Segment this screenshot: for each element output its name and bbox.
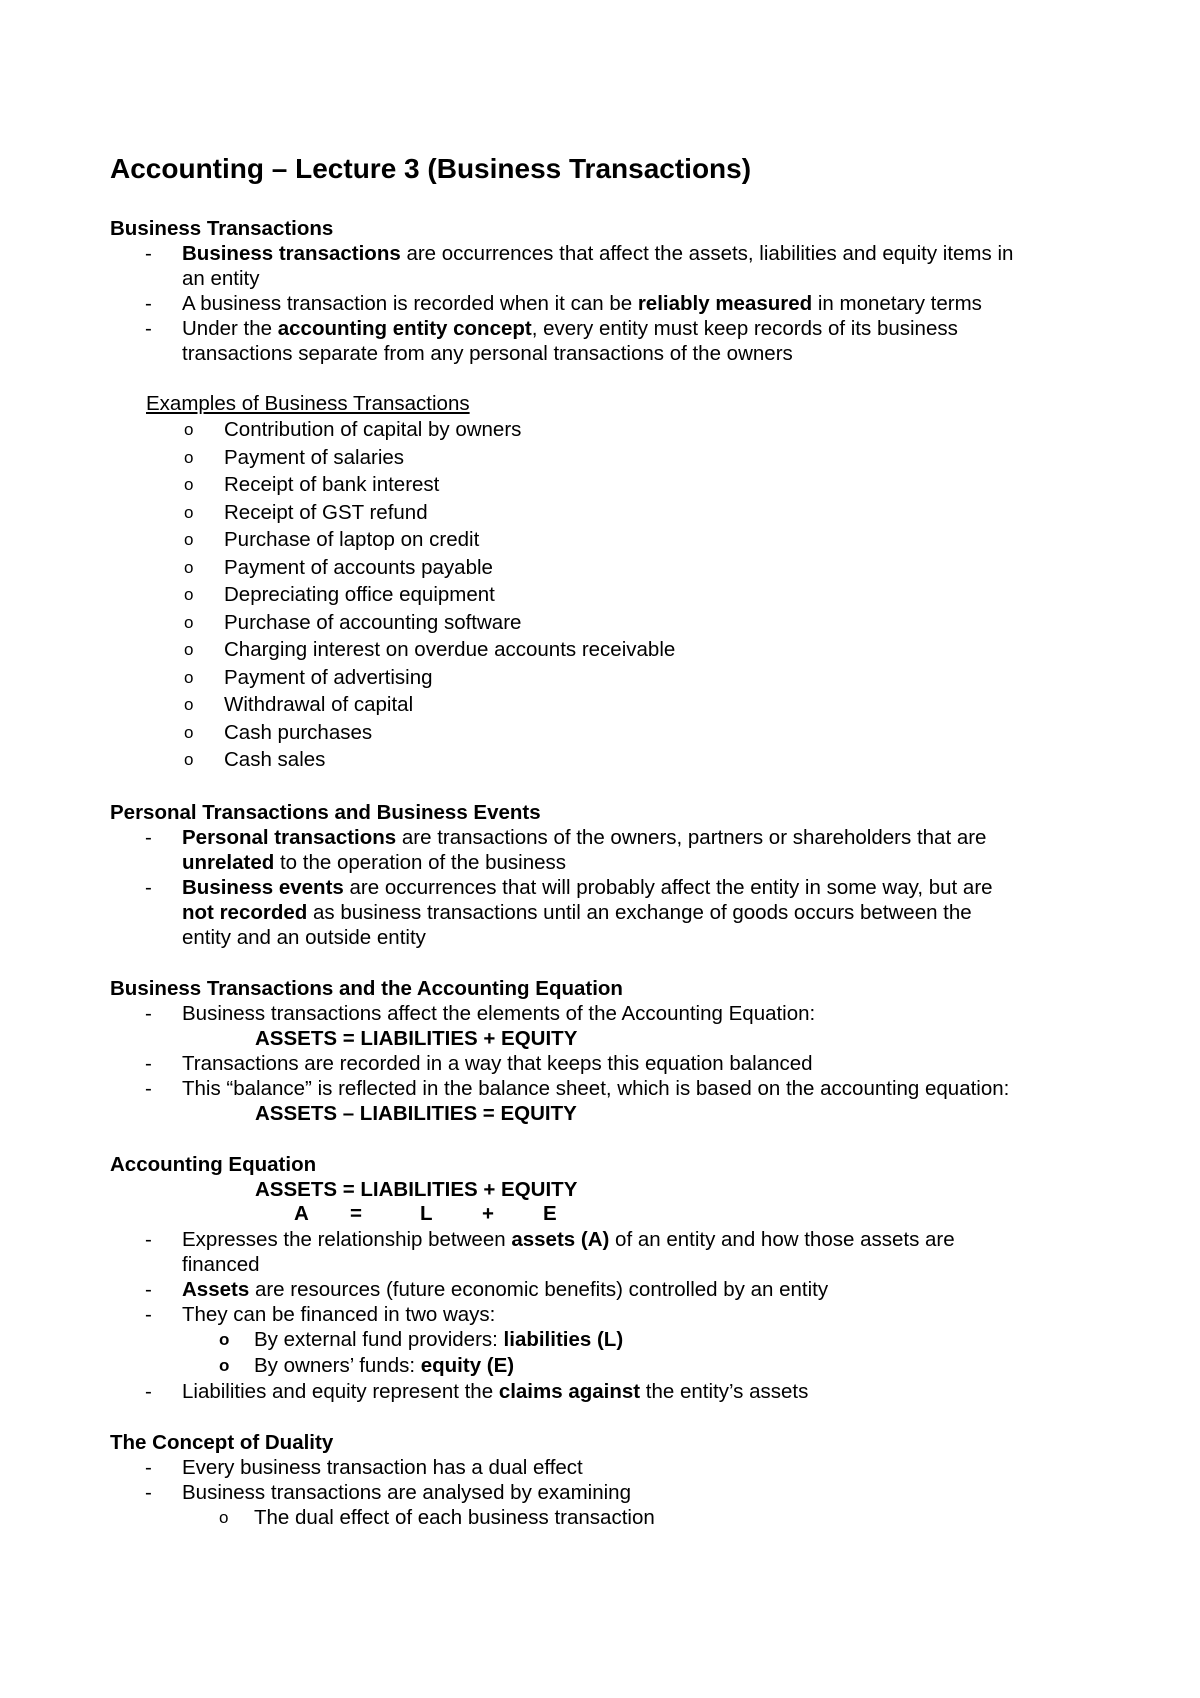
- letter-plus: +: [482, 1201, 494, 1225]
- example-text: Purchase of accounting software: [224, 610, 522, 634]
- example-text: Contribution of capital by owners: [224, 418, 522, 441]
- bullet-item: - Liabilities and equity represent the claims against the entity’s assets: [145, 1379, 809, 1403]
- document-body: [110, 150, 1110, 1531]
- circle-marker: o: [184, 585, 194, 604]
- example-text: Payment of salaries: [224, 445, 405, 469]
- example-item: [110, 636, 1110, 664]
- circle-marker: o: [184, 475, 194, 494]
- bullet-item: - They can be financed in two ways:: [145, 1302, 496, 1326]
- dash-marker: -: [145, 317, 152, 340]
- circle-marker: o: [219, 1329, 230, 1349]
- page-title: Accounting – Lecture 3 (Business Transactions): [110, 153, 752, 184]
- example-text: Cash sales: [224, 748, 326, 771]
- bullet-item: - Assets are resources (future economic benefits) controlled by an entity: [145, 1277, 829, 1301]
- section-heading-accounting-equation: Accounting Equation: [110, 1152, 317, 1176]
- bullet-item: - Business transactions are occurrences that affect the assets, liabilities and equity items in an entity: [145, 242, 1014, 290]
- example-item: [110, 691, 1110, 719]
- bullet-item: - Personal transactions are transactions of the owners, partners or shareholders that are unrelated to the operation of the business: [145, 825, 987, 874]
- example-item: [110, 526, 1110, 554]
- examples-heading: Examples of Business Transactions: [146, 392, 470, 415]
- example-text: Payment of accounts payable: [224, 555, 493, 579]
- dash-marker: -: [145, 1277, 152, 1301]
- dash-marker: -: [145, 1227, 152, 1251]
- circle-marker: o: [184, 750, 194, 769]
- bullet-item: - Transactions are recorded in a way that keeps this equation balanced: [145, 1051, 813, 1075]
- example-item: [110, 416, 1110, 444]
- dash-marker: -: [145, 292, 152, 315]
- dash-marker: -: [145, 1302, 152, 1326]
- example-text: Receipt of GST refund: [224, 500, 428, 524]
- dash-marker: -: [145, 1001, 152, 1025]
- circle-marker: o: [219, 1355, 230, 1375]
- bullet-item: - Expresses the relationship between assets (A) of an entity and how those assets are financed: [145, 1227, 955, 1276]
- circle-marker: o: [184, 612, 194, 632]
- equation-line: ASSETS = LIABILITIES + EQUITY: [255, 1026, 578, 1050]
- bullet-item: - Business transactions are analysed by examining: [145, 1480, 631, 1504]
- bullet-item: - Business events are occurrences that will probably affect the entity in some way, but are not recorded as business transactions until an exchange of goods occurs between the entity and an outside entity: [145, 875, 993, 949]
- bullet-item: - This “balance” is reflected in the balance sheet, which is based on the accounting equation:: [145, 1076, 1010, 1100]
- example-text: Receipt of bank interest: [224, 473, 440, 496]
- example-item: [110, 499, 1110, 527]
- bullet-item: - Business transactions affect the elements of the Accounting Equation:: [145, 1001, 816, 1025]
- section-heading-accounting-equation-transactions: Business Transactions and the Accounting Equation: [110, 976, 623, 1000]
- dash-marker: -: [145, 1379, 152, 1403]
- letter-equals: =: [350, 1201, 362, 1225]
- sub-bullet-item: o By owners’ funds: equity (E): [219, 1353, 515, 1377]
- section-heading-concept-of-duality: The Concept of Duality: [110, 1430, 334, 1454]
- example-text: Payment of advertising: [224, 665, 433, 689]
- circle-marker: o: [184, 722, 194, 742]
- example-text: Depreciating office equipment: [224, 583, 495, 606]
- bullet-item: - Under the accounting entity concept, every entity must keep records of its business transactions separate from any personal transactions of the owners: [145, 317, 958, 365]
- circle-marker: o: [184, 640, 194, 659]
- circle-marker: o: [184, 502, 194, 522]
- example-item: [110, 444, 1110, 472]
- dash-marker: -: [145, 825, 152, 849]
- example-text: Charging interest on overdue accounts receivable: [224, 638, 676, 661]
- bullet-item: - Every business transaction has a dual effect: [145, 1455, 583, 1479]
- dash-marker: -: [145, 875, 152, 899]
- circle-marker: o: [184, 557, 194, 577]
- example-item: [110, 609, 1110, 637]
- dash-marker: -: [145, 1051, 152, 1075]
- circle-marker: o: [184, 530, 194, 549]
- dash-marker: -: [145, 242, 152, 265]
- circle-marker: o: [184, 420, 194, 439]
- dash-marker: -: [145, 1480, 152, 1504]
- dash-marker: -: [145, 1076, 152, 1100]
- equation-line: ASSETS = LIABILITIES + EQUITY: [255, 1177, 578, 1201]
- example-item: [110, 471, 1110, 499]
- circle-marker: o: [184, 695, 194, 714]
- section-heading-business-transactions: Business Transactions: [110, 217, 334, 240]
- equation-line: ASSETS – LIABILITIES = EQUITY: [255, 1101, 577, 1125]
- example-item: [110, 554, 1110, 582]
- example-text: Cash purchases: [224, 720, 373, 744]
- section-heading-personal-transactions: Personal Transactions and Business Events: [110, 800, 541, 824]
- bullet-item: - A business transaction is recorded when it can be reliably measured in monetary terms: [145, 292, 982, 315]
- example-item: [110, 581, 1110, 609]
- letter-l: L: [420, 1201, 433, 1225]
- sub-bullet-item: o By external fund providers: liabilities (L): [219, 1327, 624, 1351]
- dash-marker: -: [145, 1455, 152, 1479]
- circle-marker: o: [219, 1507, 229, 1527]
- letter-a: A: [294, 1201, 309, 1225]
- letter-e: E: [543, 1201, 557, 1225]
- examples-list: [110, 416, 1110, 774]
- circle-marker: o: [184, 447, 194, 467]
- example-item: [110, 664, 1110, 692]
- circle-marker: o: [184, 667, 194, 687]
- equation-letters: [110, 1202, 1110, 1227]
- example-item: [110, 719, 1110, 747]
- example-text: Withdrawal of capital: [224, 693, 414, 716]
- example-item: [110, 746, 1110, 774]
- sub-bullet-item: o The dual effect of each business transaction: [219, 1505, 655, 1529]
- example-text: Purchase of laptop on credit: [224, 528, 480, 551]
